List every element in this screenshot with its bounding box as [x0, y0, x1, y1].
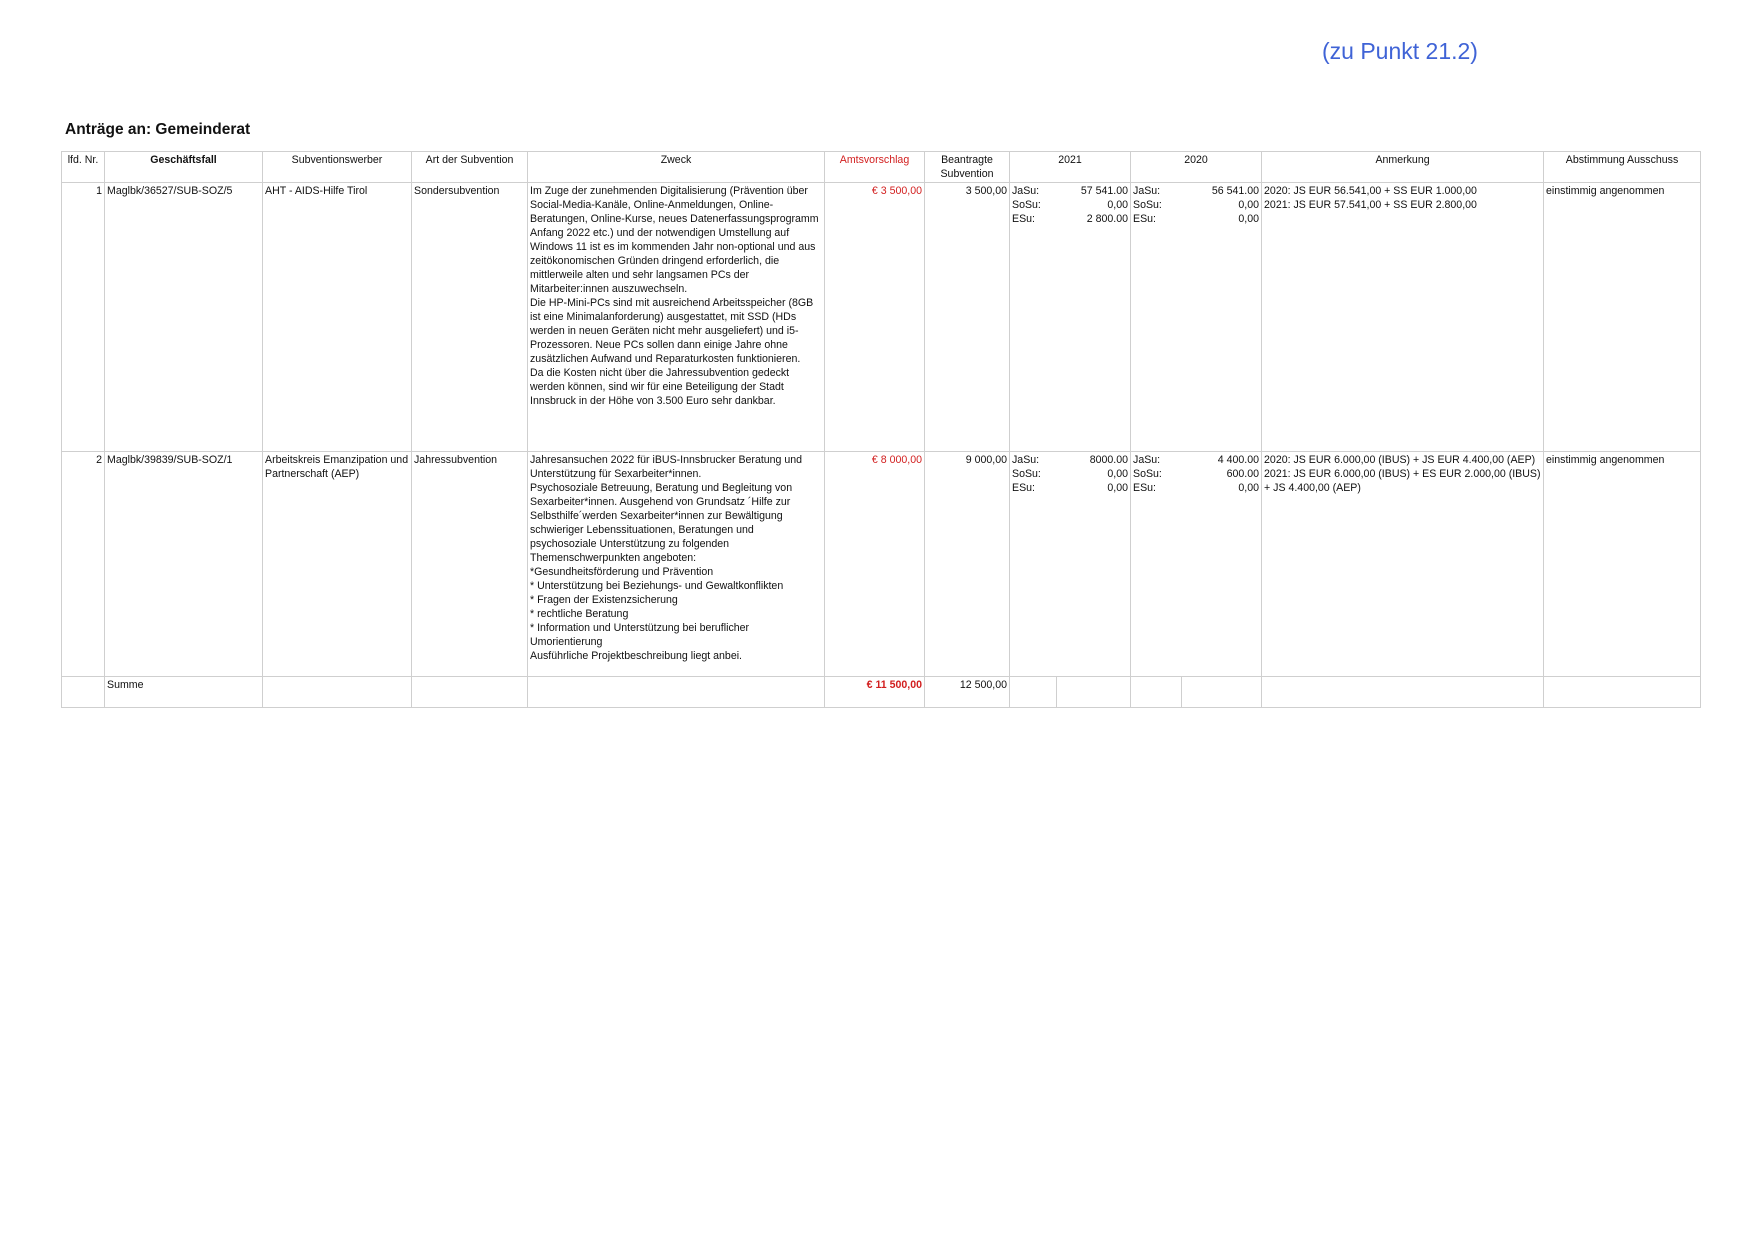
sum-empty-cell	[62, 677, 105, 708]
header-abstimmung: Abstimmung Ausschuss	[1544, 152, 1701, 183]
subventionswerber-cell: AHT - AIDS-Hilfe Tirol	[263, 183, 412, 452]
sum-empty-cell	[1182, 677, 1262, 708]
sum-empty-cell	[1057, 677, 1131, 708]
abstimmung-cell: einstimmig angenommen	[1544, 183, 1701, 452]
sum-row	[62, 677, 1701, 708]
page-title: Anträge an: Gemeinderat	[65, 121, 251, 138]
year-2021-values: 57 541.00 0,00 2 800.00	[1057, 183, 1131, 452]
geschaeftsfall-cell: Maglbk/39839/SUB-SOZ/1	[105, 452, 263, 677]
sum-empty-cell	[1010, 677, 1057, 708]
art-cell: Jahressubvention	[412, 452, 528, 677]
sum-empty-cell	[1262, 677, 1544, 708]
header-anmerkung: Anmerkung	[1262, 152, 1544, 183]
header-year-2020: 2020	[1131, 152, 1262, 183]
sum-empty-cell	[528, 677, 825, 708]
table-header-row	[62, 152, 1701, 183]
sum-empty-cell	[412, 677, 528, 708]
beantragte-cell: 3 500,00	[925, 183, 1010, 452]
agenda-item-reference: (zu Punkt 21.2)	[1322, 38, 1478, 64]
row-number: 1	[62, 183, 105, 452]
year-2021-labels: JaSu: SoSu: ESu:	[1010, 452, 1057, 677]
year-2021-values: 8000.00 0,00 0,00	[1057, 452, 1131, 677]
header-beantragte: Beantragte Subvention	[925, 152, 1010, 183]
geschaeftsfall-cell: Maglbk/36527/SUB-SOZ/5	[105, 183, 263, 452]
year-2021-labels: JaSu: SoSu: ESu:	[1010, 183, 1057, 452]
sum-label: Summe	[105, 677, 263, 708]
art-cell: Sondersubvention	[412, 183, 528, 452]
year-2020-labels: JaSu: SoSu: ESu:	[1131, 183, 1182, 452]
header-subventionswerber: Subventionswerber	[263, 152, 412, 183]
subventionswerber-cell: Arbeitskreis Emanzipation und Partnerschaft (AEP)	[263, 452, 412, 677]
sum-beantragte: 12 500,00	[925, 677, 1010, 708]
year-2020-labels: JaSu: SoSu: ESu:	[1131, 452, 1182, 677]
anmerkung-cell: 2020: JS EUR 6.000,00 (IBUS) + JS EUR 4.400,00 (AEP) 2021: JS EUR 6.000,00 (IBUS) + ES EUR 2.000,00 (IBUS) + JS 4.400,00 (AEP)	[1262, 452, 1544, 677]
header-zweck: Zweck	[528, 152, 825, 183]
subsidy-table	[61, 151, 1701, 708]
abstimmung-cell: einstimmig angenommen	[1544, 452, 1701, 677]
zweck-cell: Im Zuge der zunehmenden Digitalisierung (Prävention über Social-Media-Kanäle, Online-Anmeldungen, Online-Beratungen, Online-Kurse, neues Datenerfassungsprogramm Anfang 2022 etc.) und der notwendigen Umstellung auf Windows 11 ist es im kommenden Jahr non-optional und aus zeitökonomischen Gründen dringend erforderlich, die mittlerweile alten und sehr langsamen PCs der Mitarbeiter:innen auszuwechseln. Die HP-Mini-PCs sind mit ausreichend Arbeitsspeicher (8GB ist eine Minimalanforderung) ausgestattet, mit SSD (HDs werden in neuen Geräten nicht mehr ausgeliefert) und i5-Prozessoren. Neue PCs sollen dann einige Jahre ohne zusätzlichen Aufwand und Reparaturkosten funktionieren. Da die Kosten nicht über die Jahressubvention gedeckt werden können, sind wir für eine Beteiligung der Stadt Innsbruck in der Höhe von 3.500 Euro sehr dankbar.	[528, 183, 825, 452]
sum-amtsvorschlag: € 11 500,00	[825, 677, 925, 708]
sum-empty-cell	[1131, 677, 1182, 708]
sum-empty-cell	[263, 677, 412, 708]
row-number: 2	[62, 452, 105, 677]
zweck-cell: Jahresansuchen 2022 für iBUS-Innsbrucker Beratung und Unterstützung für Sexarbeiter*innen. Psychosoziale Betreuung, Beratung und Begleitung von Sexarbeiter*innen. Ausgehend von Grundsatz ´Hilfe zur Selbsthilfe´werden Sexarbeiter*innen zur Bewältigung schwieriger Lebenssituationen, Beratungen und psychosoziale Unterstützung zu folgenden Themenschwerpunkten angeboten: *Gesundheitsförderung und Prävention * Unterstützung bei Beziehungs- und Gewaltkonflikten * Fragen der Existenzsicherung * rechtliche Beratung * Information und Unterstützung bei beruflicher Umorientierung Ausführliche Projektbeschreibung liegt anbei.	[528, 452, 825, 677]
amtsvorschlag-cell: € 3 500,00	[825, 183, 925, 452]
year-2020-values: 56 541.00 0,00 0,00	[1182, 183, 1262, 452]
anmerkung-cell: 2020: JS EUR 56.541,00 + SS EUR 1.000,00 2021: JS EUR 57.541,00 + SS EUR 2.800,00	[1262, 183, 1544, 452]
beantragte-cell: 9 000,00	[925, 452, 1010, 677]
amtsvorschlag-cell: € 8 000,00	[825, 452, 925, 677]
header-amtsvorschlag: Amtsvorschlag	[825, 152, 925, 183]
header-geschaeftsfall: Geschäftsfall	[105, 152, 263, 183]
header-lfd-nr: lfd. Nr.	[62, 152, 105, 183]
table-row	[62, 183, 1701, 452]
sum-empty-cell	[1544, 677, 1701, 708]
header-year-2021: 2021	[1010, 152, 1131, 183]
table-row	[62, 452, 1701, 677]
year-2020-values: 4 400.00 600.00 0,00	[1182, 452, 1262, 677]
header-art: Art der Subvention	[412, 152, 528, 183]
